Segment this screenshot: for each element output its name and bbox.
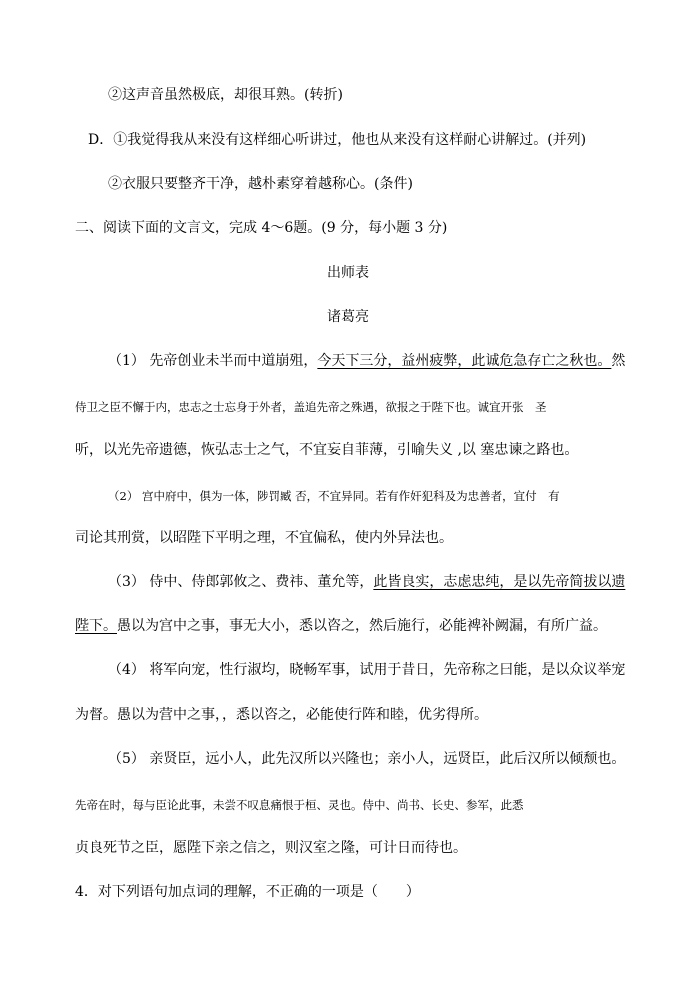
- passage-author: 诸葛亮: [327, 309, 369, 325]
- paragraph-4-line-1: （4） 将军向宠，性行淑均，晓畅军事，试用于昔日，先帝称之曰能，是以众议举宠: [108, 662, 626, 678]
- section-two-heading: 二、阅读下面的文言文，完成 4～6题。(9 分，每小题 3 分): [75, 220, 448, 236]
- paragraph-5-line-1: （5） 亲贤臣，远小人，此先汉所以兴隆也；亲小人，远贤臣，此后汉所以倾颓也。: [108, 751, 626, 767]
- paragraph-3-text: （3） 侍中、侍郎郭攸之、费祎、董允等，: [108, 574, 374, 590]
- paragraph-5-line-2: 先帝在时，每与臣论此事，未尝不叹息痛恨于桓、灵也。侍中、尚书、长史、参军，此悉: [75, 798, 524, 812]
- paragraph-5-line-3: 贞良死节之臣，愿陛下亲之信之，则汉室之隆，可计日而待也。: [75, 840, 467, 856]
- paragraph-1-line-2: 侍卫之臣不懈于内，忠志之士忘身于外者，盖追先帝之殊遇，欲报之于陛下也。诚宜开张 圣: [75, 400, 547, 414]
- paragraph-1-line-1: [108, 352, 625, 370]
- underlined-sentence: 今天下三分，益州疲弊，此诚危急存亡之秋也。: [317, 353, 612, 369]
- option-d-sentence-1: D．①我觉得我从来没有这样细心听讲过，他也从来没有这样耐心讲解过。(并列): [88, 132, 587, 148]
- underlined-sentence: 陛下。: [75, 618, 117, 634]
- underlined-sentence: 此皆良实，志虑忠纯，是以先帝简拔以遗: [373, 574, 626, 590]
- option-d-sentence-2: ②衣服只要整齐干净，越朴素穿着越称心。(条件): [108, 176, 413, 192]
- question-4: 4．对下列语句加点词的理解，不正确的一项是（ ）: [75, 884, 420, 900]
- paragraph-2-line-2: 司论其刑赏，以昭陛下平明之理，不宜偏私，使内外异法也。: [75, 530, 453, 546]
- passage-title: 出师表: [327, 265, 369, 281]
- option-c-sentence-2: ②这声音虽然极底，却很耳熟。(转折): [108, 87, 343, 103]
- paragraph-1-text: 然: [611, 353, 626, 369]
- paragraph-1-line-3: 听，以光先帝遗德，恢弘志士之气，不宜妄自菲薄，引喻失义 ,以 塞忠谏之路也。: [75, 442, 579, 458]
- paragraph-2-line-1: （2） 宫中府中，俱为一体，陟罚臧 否，不宜异同。若有作奸犯科及为忠善者，宜付 有: [108, 489, 560, 503]
- paragraph-4-line-2: 为督。愚以为营中之事，，悉以咨之，必能使行阵和睦，优劣得所。: [75, 707, 488, 723]
- paragraph-1-text: （1） 先帝创业未半而中道崩殂，: [108, 353, 318, 369]
- paragraph-3-line-2: [75, 617, 607, 635]
- paragraph-3-text: 愚以为宫中之事，事无大小，悉以咨之，然后施行，必能裨补阙漏，有所广益。: [117, 618, 607, 634]
- paragraph-3-line-1: [108, 573, 625, 591]
